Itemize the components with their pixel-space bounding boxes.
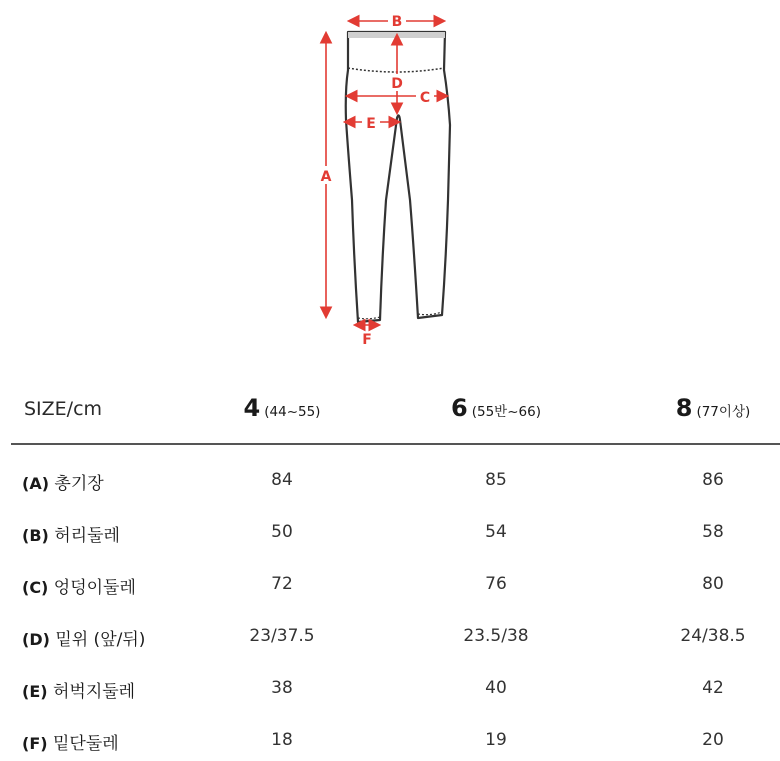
row-label: (B) 허리둘레 (22, 526, 120, 546)
table-cell: 86 (702, 470, 724, 490)
table-cell: 76 (485, 574, 507, 594)
table-cell: 58 (702, 522, 724, 542)
size-unit-header: SIZE/cm (24, 398, 103, 420)
table-cell: 24/38.5 (680, 626, 746, 646)
table-row (0, 720, 780, 760)
size-column-8 (603, 394, 780, 422)
table-cell: 72 (271, 574, 293, 594)
table-row (0, 668, 780, 708)
table-cell: 23/37.5 (249, 626, 315, 646)
row-label: (D) 밑위 (앞/뒤) (22, 630, 146, 650)
size-column-6 (386, 394, 606, 422)
table-row (0, 512, 780, 552)
size-range: (77이상) (696, 404, 751, 420)
measure-e (346, 114, 398, 132)
table-row (0, 564, 780, 604)
table-cell: 85 (485, 470, 507, 490)
size-range: (44~55) (264, 404, 321, 420)
row-label: (A) 총기장 (22, 474, 104, 494)
size-range: (55반~66) (471, 404, 541, 420)
table-cell: 20 (702, 730, 724, 750)
measure-d (389, 36, 406, 112)
row-label: (F) 밑단둘레 (22, 734, 119, 754)
row-label: (C) 엉덩이둘레 (22, 578, 136, 598)
size-column-4 (172, 394, 392, 422)
table-row (0, 616, 780, 656)
measure-a (318, 34, 334, 316)
table-cell: 18 (271, 730, 293, 750)
measure-b (350, 12, 443, 30)
measure-f (356, 325, 378, 348)
label-c: C (419, 90, 431, 106)
table-cell: 42 (702, 678, 724, 698)
table-row (0, 460, 780, 500)
table-cell: 23.5/38 (463, 626, 529, 646)
leggings-illustration (300, 0, 480, 360)
table-cell: 50 (271, 522, 293, 542)
label-a: A (320, 169, 332, 185)
size-table-header (0, 386, 780, 436)
label-d: D (391, 76, 403, 92)
size-number: 6 (451, 394, 468, 422)
table-cell: 40 (485, 678, 507, 698)
size-number: 4 (243, 394, 261, 422)
table-cell: 38 (271, 678, 293, 698)
table-cell: 84 (271, 470, 293, 490)
header-divider (11, 443, 780, 445)
label-e: E (366, 116, 376, 132)
row-label: (E) 허벅지둘레 (22, 682, 136, 702)
leggings-diagram (300, 0, 480, 360)
label-b: B (391, 14, 403, 30)
table-cell: 54 (485, 522, 507, 542)
label-f: F (362, 332, 372, 348)
table-cell: 80 (702, 574, 724, 594)
table-cell: 19 (485, 730, 507, 750)
size-number: 8 (675, 394, 693, 422)
